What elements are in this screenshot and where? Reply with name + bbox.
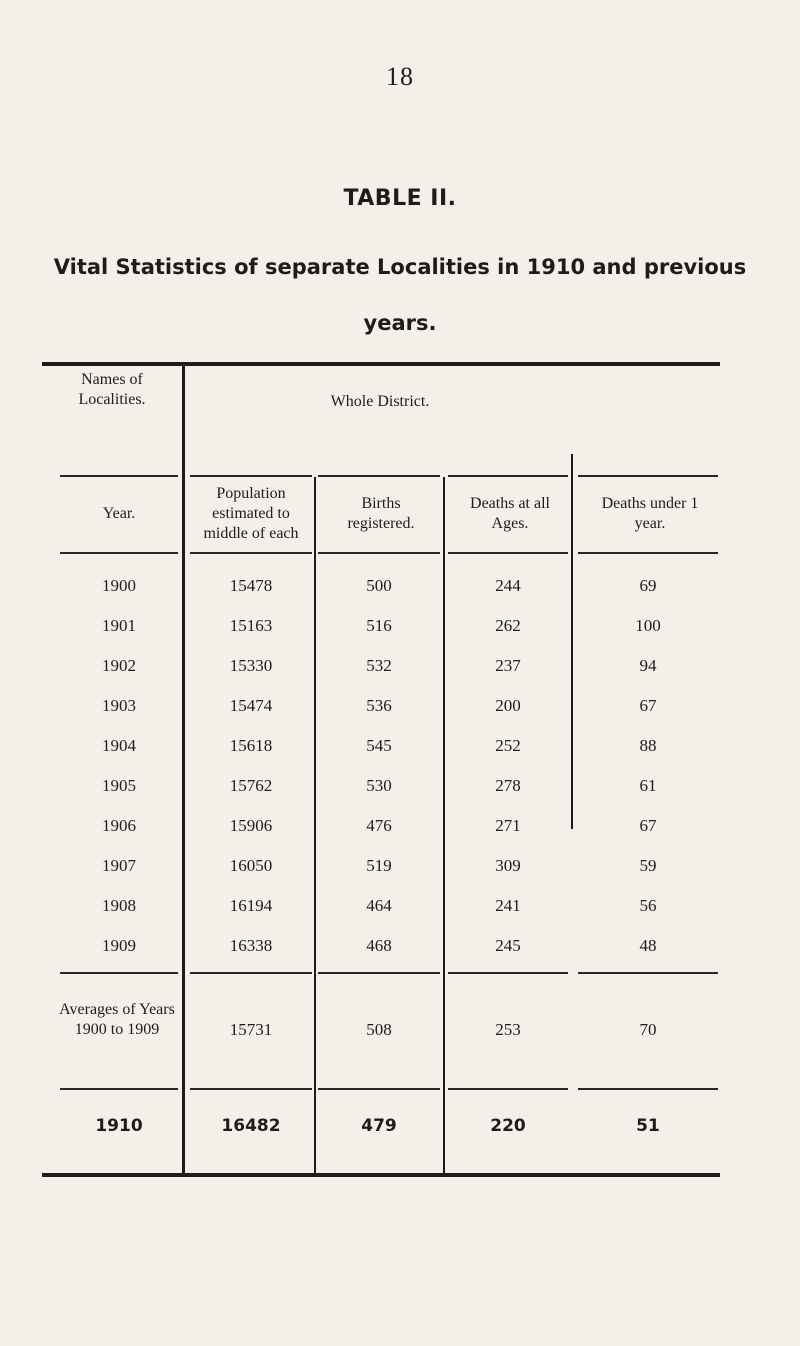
deaths-under-cell: 56 <box>639 896 657 915</box>
population-cell: 15330 <box>229 656 273 675</box>
header-births: Births registered. <box>347 495 415 532</box>
year-cell: 1905 <box>102 776 136 795</box>
deaths-under-cell: 100 <box>635 616 661 635</box>
current-deaths-under-cell: 51 <box>636 1116 660 1136</box>
births-cell: 536 <box>366 696 392 715</box>
deaths-all-cell: 309 <box>495 856 521 875</box>
year-cell: 1904 <box>102 736 136 755</box>
column-divider <box>314 477 316 1173</box>
table-title: TABLE II. <box>343 186 457 211</box>
deaths-under-cell: 67 <box>639 816 657 835</box>
row-divider <box>318 972 440 974</box>
column-divider <box>571 454 573 829</box>
row-divider <box>190 1088 312 1090</box>
births-cell: 500 <box>366 576 392 595</box>
header-deaths-all: Deaths at all Ages. <box>470 495 550 532</box>
deaths-all-cell: 244 <box>495 576 521 595</box>
births-cell: 464 <box>366 896 392 915</box>
header-deaths-under: Deaths under 1 year. <box>601 495 699 532</box>
row-divider <box>60 972 178 974</box>
births-cell: 519 <box>366 856 392 875</box>
averages-births: 508 <box>366 1020 392 1039</box>
deaths-under-cell: 59 <box>639 856 657 875</box>
header-population: Population estimated to middle of each <box>203 485 299 542</box>
deaths-all-cell: 262 <box>495 616 521 635</box>
header-year: Year. <box>102 505 136 522</box>
deaths-all-cell: 200 <box>495 696 521 715</box>
averages-label: Averages of Years 1900 to 1909 <box>59 1001 175 1038</box>
deaths-under-cell: 48 <box>639 936 657 955</box>
year-cell: 1900 <box>102 576 136 595</box>
row-divider <box>190 552 312 554</box>
row-divider <box>448 972 568 974</box>
deaths-all-cell: 252 <box>495 736 521 755</box>
deaths-under-cell: 69 <box>639 576 657 595</box>
column-divider <box>182 366 185 1173</box>
current-births-cell: 479 <box>361 1116 397 1136</box>
deaths-under-cell: 88 <box>639 736 657 755</box>
deaths-all-cell: 241 <box>495 896 521 915</box>
births-cell: 476 <box>366 816 392 835</box>
row-divider <box>190 972 312 974</box>
year-cell: 1908 <box>102 896 136 915</box>
population-cell: 15762 <box>229 776 273 795</box>
row-divider <box>60 552 178 554</box>
year-cell: 1903 <box>102 696 136 715</box>
averages-deaths-all: 253 <box>495 1020 521 1039</box>
population-cell: 15163 <box>229 616 273 635</box>
population-cell: 16050 <box>229 856 273 875</box>
deaths-all-cell: 237 <box>495 656 521 675</box>
row-divider <box>578 972 718 974</box>
deaths-under-cell: 61 <box>639 776 657 795</box>
row-divider <box>448 1088 568 1090</box>
current-deaths-all-cell: 220 <box>490 1116 526 1136</box>
births-cell: 516 <box>366 616 392 635</box>
row-divider <box>448 475 568 477</box>
row-divider <box>60 475 178 477</box>
year-cell: 1907 <box>102 856 136 875</box>
births-cell: 532 <box>366 656 392 675</box>
population-cell: 15618 <box>229 736 273 755</box>
births-cell: 545 <box>366 736 392 755</box>
column-divider <box>443 477 445 1173</box>
deaths-all-cell: 245 <box>495 936 521 955</box>
table-subtitle-line2: years. <box>363 311 437 335</box>
row-divider <box>60 1088 178 1090</box>
deaths-all-cell: 271 <box>495 816 521 835</box>
current-population-cell: 16482 <box>221 1116 281 1136</box>
population-cell: 16194 <box>229 896 273 915</box>
population-cell: 15478 <box>229 576 273 595</box>
table-subtitle-line1: Vital Statistics of separate Localities in 1910 and previous <box>53 255 747 279</box>
year-cell: 1901 <box>102 616 136 635</box>
header-localities: Names of Localities. <box>78 371 146 408</box>
year-cell: 1902 <box>102 656 136 675</box>
population-cell: 16338 <box>229 936 273 955</box>
row-divider <box>578 552 718 554</box>
deaths-under-cell: 67 <box>639 696 657 715</box>
year-cell: 1909 <box>102 936 136 955</box>
deaths-all-cell: 278 <box>495 776 521 795</box>
row-divider <box>318 1088 440 1090</box>
table-top-rule <box>42 362 720 366</box>
row-divider <box>318 552 440 554</box>
current-year-cell: 1910 <box>95 1116 143 1136</box>
row-divider <box>578 475 718 477</box>
averages-population: 15731 <box>229 1020 273 1039</box>
averages-deaths-under: 70 <box>639 1020 657 1039</box>
row-divider <box>190 475 312 477</box>
deaths-under-cell: 94 <box>639 656 657 675</box>
population-cell: 15474 <box>229 696 273 715</box>
population-cell: 15906 <box>229 816 273 835</box>
row-divider <box>448 552 568 554</box>
row-divider <box>318 475 440 477</box>
row-divider <box>578 1088 718 1090</box>
births-cell: 468 <box>366 936 392 955</box>
page-number: 18 <box>386 62 414 91</box>
year-cell: 1906 <box>102 816 136 835</box>
table-bottom-rule <box>42 1173 720 1177</box>
births-cell: 530 <box>366 776 392 795</box>
header-whole-district: Whole District. <box>330 393 430 410</box>
